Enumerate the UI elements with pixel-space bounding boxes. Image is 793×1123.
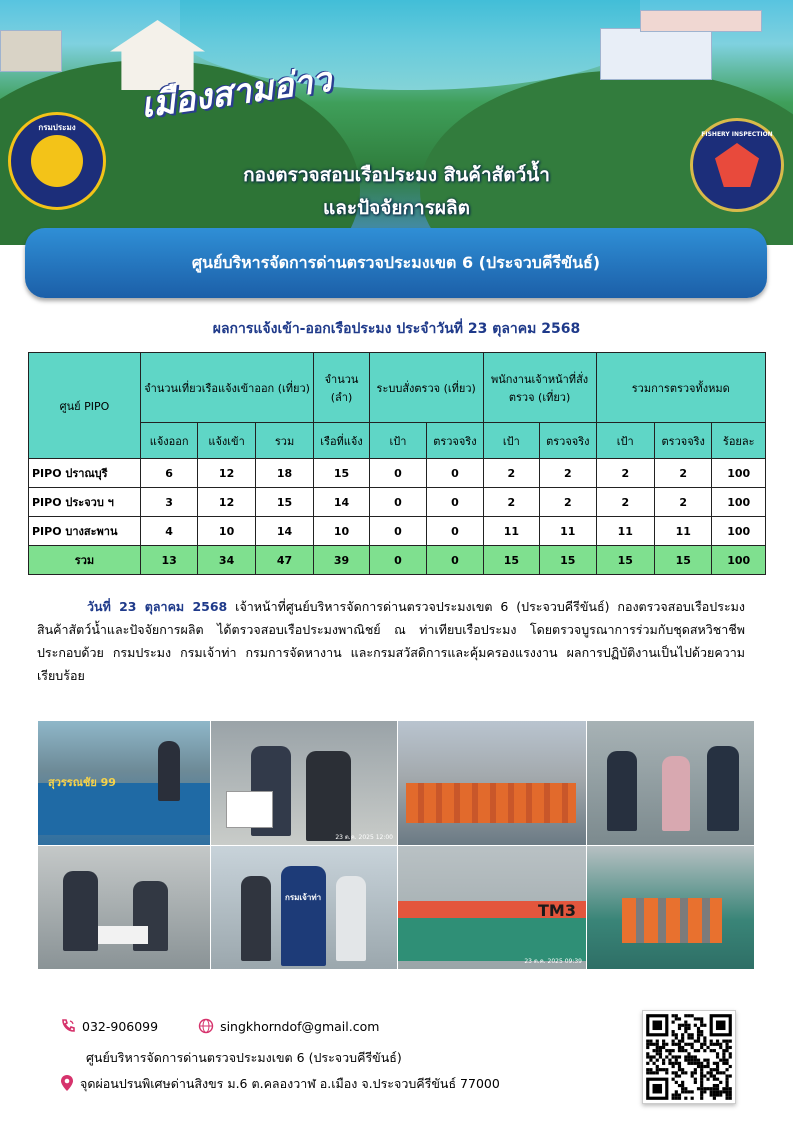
cell-sum: 14 — [255, 517, 313, 546]
photo-boat-inspection — [37, 720, 211, 846]
total-sys-target: 0 — [369, 546, 426, 575]
crew-life-vests — [622, 898, 722, 943]
cell-off-target: 2 — [483, 459, 539, 488]
email-address[interactable]: singkhorndof@gmail.com — [220, 1019, 380, 1034]
total-out: 13 — [140, 546, 197, 575]
boat-number-label: TM3 — [538, 901, 576, 920]
cell-all-actual: 11 — [655, 517, 712, 546]
officer-figure — [63, 871, 98, 951]
officer-figure — [306, 751, 351, 841]
report-title: ผลการแจ้งเข้า-ออกเรือประมง ประจำวันที่ 23 ตุลาคม 2568 — [212, 321, 581, 337]
cell-in: 12 — [198, 488, 255, 517]
photo-crew-lineup — [397, 720, 587, 846]
cell-sys-target: 0 — [369, 488, 426, 517]
cell-percent: 100 — [712, 459, 766, 488]
cell-all-actual: 2 — [655, 459, 712, 488]
sub-header-all-actual: ตรวจจริง — [655, 423, 712, 459]
sub-header-percent: ร้อยละ — [712, 423, 766, 459]
photo-inspection-team — [586, 720, 755, 846]
header-total-inspection: รวมการตรวจทั้งหมด — [596, 353, 765, 423]
fishery-logo-text: FISHERY INSPECTION — [701, 131, 773, 138]
qr-code-pattern — [643, 1011, 735, 1103]
officer-figure — [241, 876, 271, 961]
department-line-1: กองตรวจสอบเรือประมง สินค้าสัตว์น้ำ — [243, 164, 550, 186]
crew-life-vests — [406, 783, 576, 823]
header-center: ศูนย์ PIPO — [29, 353, 141, 459]
header-system-order: ระบบสั่งตรวจ (เที่ยว) — [369, 353, 483, 423]
cell-off-actual: 2 — [540, 488, 596, 517]
qr-code[interactable] — [642, 1010, 736, 1104]
cell-sys-actual: 0 — [427, 517, 483, 546]
photo-desk-check — [37, 845, 211, 970]
address-text: จุดผ่อนปรนพิเศษด่านสิงขร ม.6 ต.คลองวาฬ อ.เมือง จ.ประจวบคีรีขันธ์ 77000 — [80, 1076, 500, 1091]
total-sum: 47 — [255, 546, 313, 575]
header-trips: จำนวนเที่ยวเรือแจ้งเข้าออก (เที่ยว) — [140, 353, 313, 423]
summary-paragraph — [37, 595, 745, 687]
officer-figure — [662, 756, 690, 831]
city-script-title: เมืองสามอ่าว — [138, 59, 334, 127]
dof-logo-text: กรมประมง — [38, 123, 76, 132]
officer-figure — [158, 741, 180, 801]
total-in: 34 — [198, 546, 255, 575]
cell-sum: 15 — [255, 488, 313, 517]
sub-header-all-target: เป้า — [596, 423, 654, 459]
total-label: รวม — [29, 546, 141, 575]
sub-header-vessels-reported: เรือที่แจ้ง — [314, 423, 369, 459]
cell-all-actual: 2 — [655, 488, 712, 517]
table-row — [29, 459, 766, 488]
photo-timestamp: 23 ต.ค. 2025 12:00 — [335, 834, 393, 841]
cell-in: 10 — [198, 517, 255, 546]
globe-icon — [198, 1018, 214, 1037]
cell-out: 3 — [140, 488, 197, 517]
sub-header-off-actual: ตรวจจริง — [540, 423, 596, 459]
badge-label: กรมเจ้าท่า — [285, 893, 322, 902]
building-left — [0, 30, 62, 72]
sub-header-sys-actual: ตรวจจริง — [427, 423, 483, 459]
total-sys-actual: 0 — [427, 546, 483, 575]
cell-off-target: 11 — [483, 517, 539, 546]
table-row — [29, 517, 766, 546]
officer-figure — [707, 746, 739, 831]
sub-header-in: แจ้งเข้า — [198, 423, 255, 459]
sub-header-off-target: เป้า — [483, 423, 539, 459]
document-box — [98, 926, 148, 944]
cell-off-actual: 2 — [540, 459, 596, 488]
table-row — [29, 488, 766, 517]
center-banner-title: ศูนย์บริหารจัดการด่านตรวจประมงเขต 6 (ประจวบคีรีขันธ์) — [191, 252, 601, 272]
cell-sys-target: 0 — [369, 517, 426, 546]
cell-all-target: 11 — [596, 517, 654, 546]
sub-header-out: แจ้งออก — [140, 423, 197, 459]
center-banner — [25, 228, 767, 298]
table-total-row — [29, 546, 766, 575]
office-name: ศูนย์บริหารจัดการด่านตรวจประมงเขต 6 (ประจวบคีรีขันธ์) — [86, 1050, 402, 1065]
phone-number[interactable]: 032-906099 — [82, 1019, 159, 1034]
sub-header-sys-target: เป้า — [369, 423, 426, 459]
total-all-actual: 15 — [655, 546, 712, 575]
cell-sys-actual: 0 — [427, 459, 483, 488]
photo-collage — [37, 720, 753, 968]
cell-vessels: 14 — [314, 488, 369, 517]
total-percent: 100 — [712, 546, 766, 575]
total-all-target: 15 — [596, 546, 654, 575]
officer-figure — [607, 751, 637, 831]
department-line-2: และปัจจัยการผลิต — [322, 197, 471, 219]
row-name: PIPO บางสะพาน — [29, 517, 141, 546]
total-off-target: 15 — [483, 546, 539, 575]
cell-all-target: 2 — [596, 459, 654, 488]
photo-crew-on-deck — [586, 845, 755, 970]
total-off-actual: 15 — [540, 546, 596, 575]
address-row — [60, 1074, 500, 1095]
cell-all-target: 2 — [596, 488, 654, 517]
cell-off-actual: 11 — [540, 517, 596, 546]
row-name: PIPO ปราณบุรี — [29, 459, 141, 488]
cell-vessels: 15 — [314, 459, 369, 488]
cell-sys-target: 0 — [369, 459, 426, 488]
cell-out: 6 — [140, 459, 197, 488]
cell-sys-actual: 0 — [427, 488, 483, 517]
photo-marine-dept — [210, 845, 398, 970]
document-box — [226, 791, 273, 828]
header-photo — [0, 0, 793, 245]
total-vessels: 39 — [314, 546, 369, 575]
photo-timestamp: 23 ต.ค. 2025 09:39 — [524, 958, 582, 965]
officer-figure — [281, 866, 326, 966]
contact-row — [60, 1018, 379, 1037]
header-vessels: จำนวน (ลำ) — [314, 353, 369, 423]
location-pin-icon — [60, 1074, 74, 1095]
building-roof — [640, 10, 762, 32]
vessel-stats-table — [28, 352, 766, 575]
officer-figure — [336, 876, 366, 961]
summary-date: วันที่ 23 ตุลาคม 2568 — [87, 599, 228, 614]
boat-name-label: สุวรรณชัย 99 — [48, 776, 116, 789]
photo-document-check — [210, 720, 398, 846]
header-officer-order: พนักงานเจ้าหน้าที่สั่งตรวจ (เที่ยว) — [483, 353, 596, 423]
cell-sum: 18 — [255, 459, 313, 488]
cell-percent: 100 — [712, 488, 766, 517]
cell-off-target: 2 — [483, 488, 539, 517]
cell-out: 4 — [140, 517, 197, 546]
cell-vessels: 10 — [314, 517, 369, 546]
cell-in: 12 — [198, 459, 255, 488]
photo-boat-hull — [397, 845, 587, 970]
cell-percent: 100 — [712, 517, 766, 546]
summary-body: เจ้าหน้าที่ศูนย์บริหารจัดการด่านตรวจประมงเขต 6 (ประจวบคีรีขันธ์) กองตรวจสอบเรือประมง สินค้าสัตว์น้ำและปัจจัยการผลิต ได้ตรวจสอบเรือประมงพาณิชย์ ณ ท่าเทียบเรือประมง โดยตรวจบูรณาการร่วมกับชุดสหวิชาชีพ ประกอบด้วย กรมประมง กรมเจ้าท่า กรมการจัดหางาน และกรมสวัสดิการและคุ้มครองแรงงาน ผลการปฏิบัติงานเป็นไปด้วยความเรียบร้อย — [37, 599, 745, 683]
row-name: PIPO ประจวบ ฯ — [29, 488, 141, 517]
sub-header-sum: รวม — [255, 423, 313, 459]
phone-icon — [60, 1018, 76, 1037]
hotel-building — [600, 28, 712, 80]
